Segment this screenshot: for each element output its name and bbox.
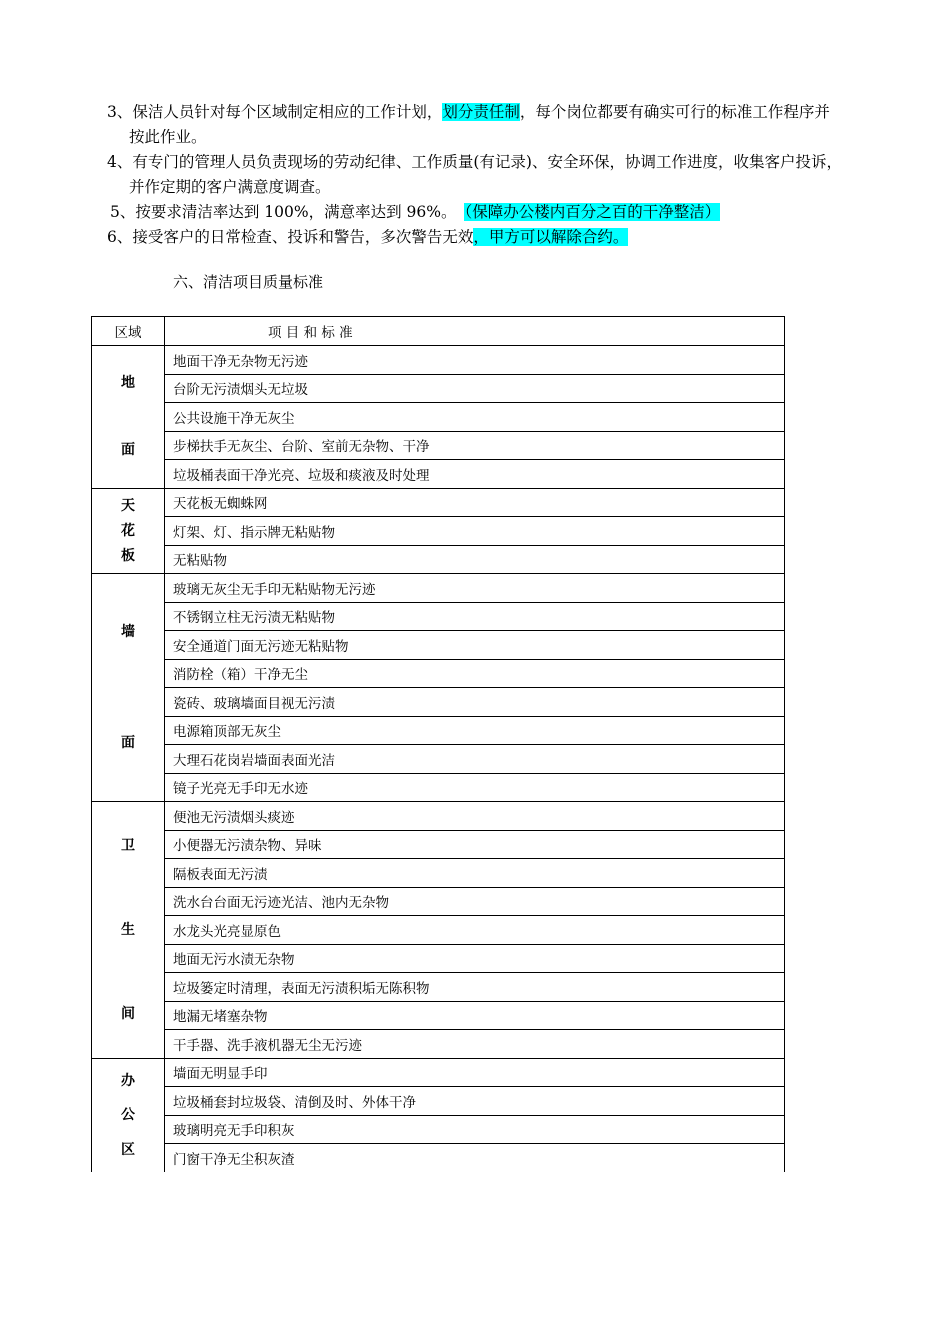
- table-row: [92, 574, 785, 603]
- standard-item: 瓷砖、玻璃墙面目视无污渍: [165, 688, 785, 717]
- standard-item: 垃圾篓定时清理，表面无污渍积垢无陈积物: [165, 973, 785, 1002]
- p5-text-a: 5、按要求清洁率达到 100%，满意率达到 96%。: [110, 203, 457, 221]
- table-row: [92, 1001, 785, 1030]
- zone-char: 花: [121, 522, 135, 539]
- p3-highlight: 划分责任制: [442, 103, 520, 121]
- paragraph-3: [107, 100, 830, 125]
- zone-char: 生: [121, 921, 135, 938]
- zone-char: 间: [121, 1005, 135, 1022]
- table-row: [92, 631, 785, 660]
- section-title: 六、清洁项目质量标准: [173, 273, 324, 291]
- p3-text-c: ，每个岗位都要有确实可行的标准工作程序并: [519, 103, 830, 121]
- standard-item: 玻璃无灰尘无手印无粘贴物无污迹: [165, 574, 785, 603]
- table-row: [92, 745, 785, 774]
- zone-char: 公: [121, 1107, 135, 1124]
- table-row: [92, 802, 785, 831]
- zone-label: [92, 350, 164, 484]
- table-row: [92, 517, 785, 546]
- zone-label: [92, 1063, 164, 1167]
- p5-highlight: （保障办公楼内百分之百的干净整洁）: [464, 203, 721, 221]
- paragraph-6: [107, 225, 628, 250]
- zone-char: 墙: [121, 624, 135, 640]
- table-row: [92, 887, 785, 916]
- paragraph-3-cont: 按此作业。: [129, 128, 207, 146]
- standard-item: 电源箱顶部无灰尘: [165, 716, 785, 745]
- table-row: [92, 1030, 785, 1059]
- table-row: [92, 1144, 785, 1173]
- standard-item: 无粘贴物: [165, 545, 785, 574]
- zone-cell: [92, 488, 165, 574]
- standard-item: 安全通道门面无污迹无粘贴物: [165, 631, 785, 660]
- table-row: [92, 916, 785, 945]
- header-items: 项 目 和 标 准: [165, 317, 785, 346]
- table-row: [92, 488, 785, 517]
- zone-cell: [92, 1058, 165, 1172]
- standard-item: 不锈钢立柱无污渍无粘贴物: [165, 602, 785, 631]
- standard-item: 台阶无污渍烟头无垃圾: [165, 374, 785, 403]
- table-row: [92, 1087, 785, 1116]
- zone-label: [92, 577, 164, 799]
- standard-item: 天花板无蜘蛛网: [165, 488, 785, 517]
- zone-char: 地: [121, 375, 135, 392]
- standard-item: 便池无污渍烟头痰迹: [165, 802, 785, 831]
- standard-item: 干手器、洗手液机器无尘无污迹: [165, 1030, 785, 1059]
- zone-cell: [92, 346, 165, 489]
- standard-item: 地面干净无杂物无污迹: [165, 346, 785, 375]
- paragraph-5: [110, 200, 720, 225]
- zone-char: 区: [121, 1141, 135, 1158]
- zone-label: [92, 494, 164, 569]
- paragraph-4: 4、有专门的管理人员负责现场的劳动纪律、工作质量(有记录)、安全环保，协调工作进度，收集客户投诉，: [107, 153, 842, 171]
- zone-char: 卫: [121, 837, 135, 854]
- zone-char: 天: [121, 497, 135, 514]
- table-row: [92, 545, 785, 574]
- standard-item: 大理石花岗岩墙面表面光洁: [165, 745, 785, 774]
- zone-label: [92, 804, 164, 1056]
- table-row: [92, 460, 785, 489]
- table-row: [92, 403, 785, 432]
- zone-char: 面: [121, 735, 135, 751]
- p3-text-a: 3、保洁人员针对每个区域制定相应的工作计划，: [107, 103, 443, 121]
- standard-item: 垃圾桶套封垃圾袋、清倒及时、外体干净: [165, 1087, 785, 1116]
- p6-highlight: ，甲方可以解除合约。: [473, 228, 629, 246]
- standard-item: 门窗干净无尘积灰渣: [165, 1144, 785, 1173]
- table-row: [92, 374, 785, 403]
- zone-cell: [92, 574, 165, 802]
- standard-item: 灯架、灯、指示牌无粘贴物: [165, 517, 785, 546]
- standard-item: 消防栓（箱）干净无尘: [165, 659, 785, 688]
- standard-item: 墙面无明显手印: [165, 1058, 785, 1087]
- table-row: [92, 1115, 785, 1144]
- quality-standard-table: [91, 316, 785, 1172]
- standard-item: 公共设施干净无灰尘: [165, 403, 785, 432]
- standard-item: 洗水台台面无污迹光洁、池内无杂物: [165, 887, 785, 916]
- table-row: [92, 973, 785, 1002]
- table-row: [92, 716, 785, 745]
- table-row: [92, 944, 785, 973]
- table-row: [92, 602, 785, 631]
- table-row: [92, 1058, 785, 1087]
- standard-item: 垃圾桶表面干净光亮、垃圾和痰液及时处理: [165, 460, 785, 489]
- standard-item: 地面无污水渍无杂物: [165, 944, 785, 973]
- table-row: [92, 859, 785, 888]
- standard-item: 地漏无堵塞杂物: [165, 1001, 785, 1030]
- table-row: [92, 773, 785, 802]
- table-header-row: [92, 317, 785, 346]
- standard-item: 玻璃明亮无手印积灰: [165, 1115, 785, 1144]
- standard-item: 小便器无污渍杂物、异味: [165, 830, 785, 859]
- table-row: [92, 659, 785, 688]
- header-zone: 区域: [92, 317, 165, 346]
- zone-char: 板: [121, 547, 135, 564]
- standard-item: 隔板表面无污渍: [165, 859, 785, 888]
- table-body: [92, 317, 785, 1173]
- paragraph-4-cont: 并作定期的客户满意度调查。: [129, 178, 331, 196]
- table-row: [92, 431, 785, 460]
- standard-item: 水龙头光亮显原色: [165, 916, 785, 945]
- table-row: [92, 688, 785, 717]
- zone-cell: [92, 802, 165, 1059]
- zone-char: 办: [121, 1072, 135, 1089]
- p6-text-a: 6、接受客户的日常检查、投诉和警告，多次警告无效: [107, 228, 474, 246]
- table-row: [92, 346, 785, 375]
- standard-item: 镜子光亮无手印无水迹: [165, 773, 785, 802]
- standard-item: 步梯扶手无灰尘、台阶、室前无杂物、干净: [165, 431, 785, 460]
- table-row: [92, 830, 785, 859]
- zone-char: 面: [121, 442, 135, 459]
